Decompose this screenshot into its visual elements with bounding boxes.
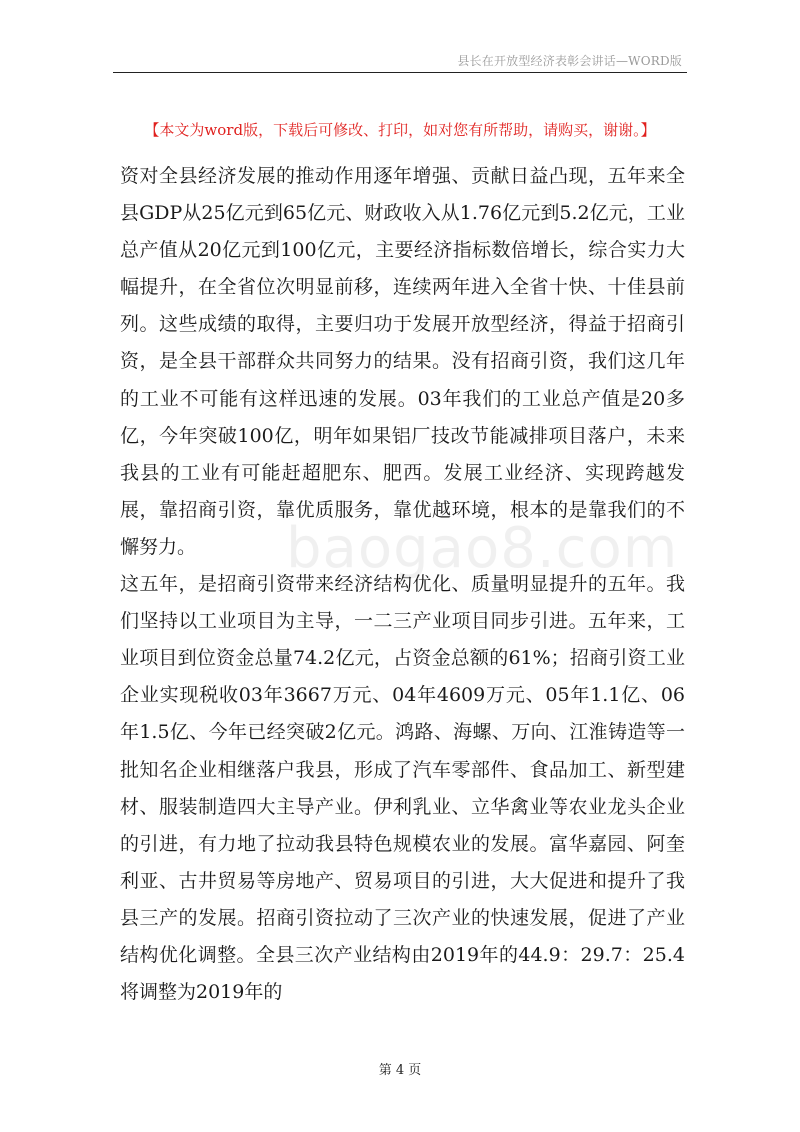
watermark: baogao8.com — [286, 516, 679, 581]
body-paragraph-1: 资对全县经济发展的推动作用逐年增强、贡献日益凸现，五年来全县GDP从25亿元到65亿元、财政收入从1.76亿元到5.2亿元，工业总产值从20亿元到100亿元，主要经济指标数倍增长，综合实力大幅提升，在全省位次明显前移，连续两年进入全省十快、十佳县前列。这些成绩的取得，主要归功于发展开放型经济，得益于招商引资，是全县干部群众共同努力的结果。没有招商引资，我们这几年的工业不可能有这样迅速的发展。03年我们的工业总产值是20多亿，今年突破100亿，明年如果铝厂技改节能减排项目落户，未来我县的工业有可能赶超肥东、肥西。发展工业经济、实现跨越发展，靠招商引资，靠优质服务，靠优越环境，根本的是靠我们的不懈努力。 — [120, 165, 685, 558]
header-divider — [113, 72, 687, 73]
document-body — [120, 158, 685, 1011]
body-paragraph-2: 这五年，是招商引资带来经济结构优化、质量明显提升的五年。我们坚持以工业项目为主导，一二三产业项目同步引进。五年来，工业项目到位资金总量74.2亿元，占资金总额的61%；招商引资工业企业实现税收03年3667万元、04年4609万元、05年1.1亿、06年1.5亿、今年已经突破2亿元。鸿路、海螺、万向、江淮铸造等一批知名企业相继落户我县，形成了汽车零部件、食品加工、新型建材、服装制造四大主导产业。伊利乳业、立华禽业等农业龙头企业的引进，有力地了拉动我县特色规模农业的发展。富华嘉园、阿奎利亚、古井贸易等房地产、贸易项目的引进，大大促进和提升了我县三产的发展。招商引资拉动了三次产业的快速发展，促进了产业结构优化调整。全县三次产业结构由2019年的44.9：29.7：25.4将调整为2019年的 — [120, 573, 685, 1004]
page-number: 第 4 页 — [378, 1063, 422, 1078]
download-notice: 【本文为word版，下载后可修改、打印，如对您有所帮助，请购买，谢谢。】 — [144, 121, 656, 139]
document-header-title: 县长在开放型经济表彰会讲话—WORD版 — [457, 54, 682, 68]
